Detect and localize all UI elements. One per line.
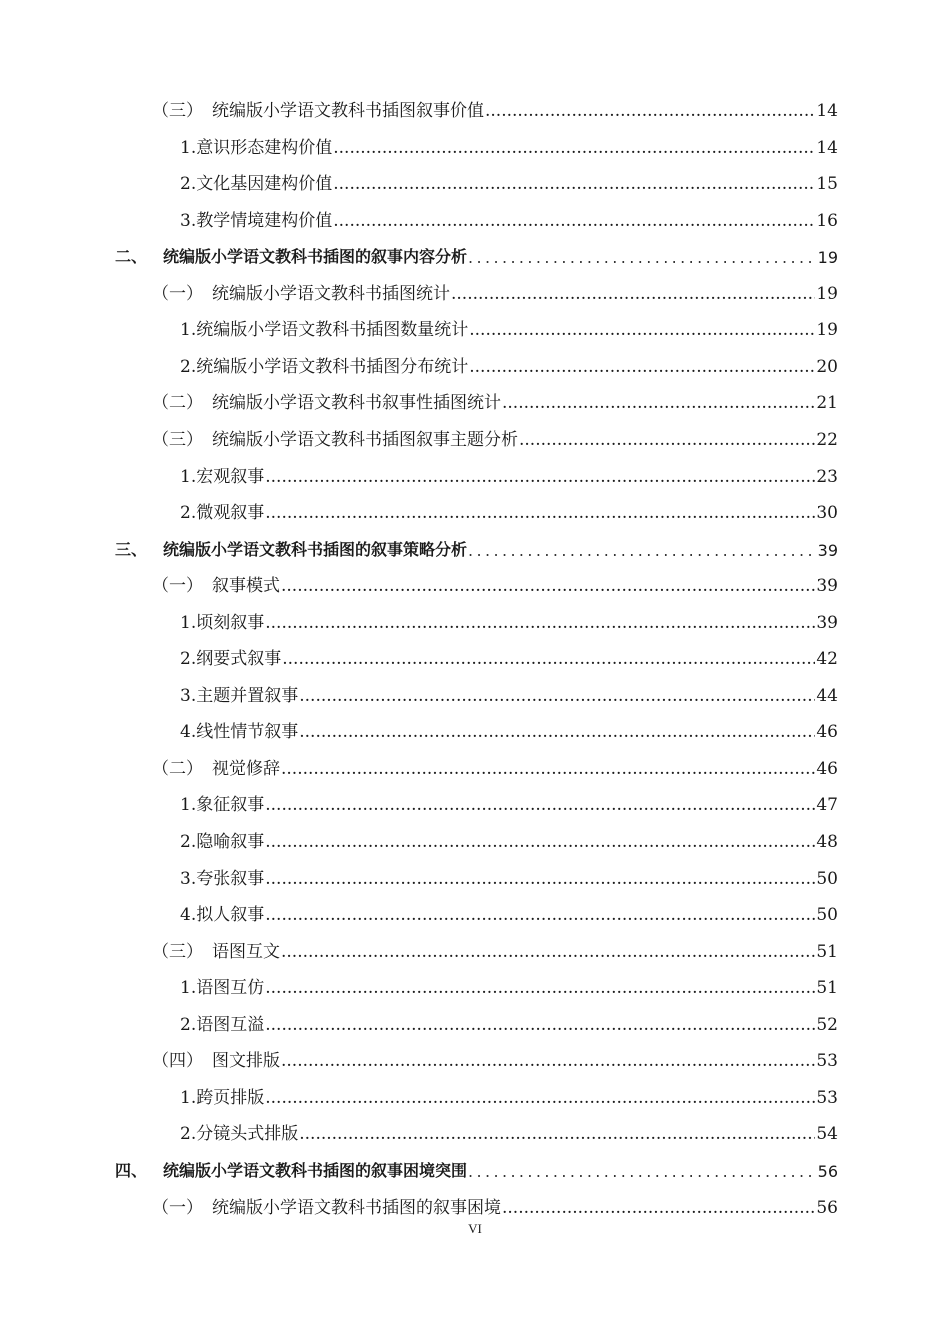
dot-leader [265,869,815,889]
toc-entry-title: 微观叙事 [196,503,265,524]
toc-entry-title: 统编版小学语文教科书插图叙事价值 [212,101,484,121]
toc-entry-text [152,425,518,450]
toc-entry-number: （一） [152,283,203,304]
toc-entry-title: 叙事模式 [212,576,280,597]
toc-page-number: 56 [817,1161,838,1181]
toc-entry-number: （四） [152,1051,203,1072]
toc-entry-title: 语图互溢 [196,1014,265,1035]
toc-entry-number: 4. [180,722,197,743]
toc-entry-number: （二） [152,393,203,414]
toc-entry-level-1[interactable] [115,534,838,560]
toc-entry-level-3[interactable] [180,205,838,231]
toc-page-number: 51 [816,978,838,999]
toc-entry-text [180,790,264,815]
toc-page-number: 16 [816,210,838,231]
toc-entry-title: 隐喻叙事 [196,832,265,852]
toc-entry-number: 1. [180,612,197,633]
toc-entry-text [180,133,332,158]
toc-page-number: 53 [816,1087,838,1108]
toc-entry-level-2[interactable] [152,387,838,413]
toc-entry-title: 顷刻叙事 [196,612,265,633]
toc-page-number: 46 [816,722,838,743]
toc-entry-text [152,754,280,779]
dot-leader [281,942,815,962]
toc-entry-number: 三、 [115,539,148,559]
toc-entry-number: 2. [180,1124,197,1145]
toc-entry-text [152,937,280,962]
dot-leader [281,759,815,779]
toc-entry-number: 二、 [115,247,148,267]
toc-entry-level-3[interactable] [180,461,838,487]
toc-entry-text [180,900,264,925]
dot-leader [468,541,817,560]
toc-entry-level-3[interactable] [180,972,838,998]
toc-page-number: 56 [816,1197,838,1218]
toc-entry-number: 3. [180,685,197,706]
toc-entry-number: 2. [180,832,197,852]
toc-page-number: 19 [816,283,838,304]
toc-entry-text [180,1010,264,1035]
toc-page-number: 22 [816,429,838,450]
toc-entry-level-3[interactable] [180,716,838,742]
toc-entry-title: 主题并置叙事 [196,685,299,706]
toc-entry-level-3[interactable] [180,497,838,523]
toc-entry-title: 意识形态建构价值 [196,137,333,158]
toc-entry-number: （二） [152,758,203,779]
toc-entry-level-3[interactable] [180,607,838,633]
dot-leader [333,211,815,231]
toc-entry-level-2[interactable] [152,1045,838,1071]
toc-entry-number: 3. [180,210,197,231]
toc-page-number: 44 [816,685,838,706]
toc-entry-text [180,498,264,523]
toc-entry-text [180,1119,298,1144]
toc-page-number: 51 [816,941,838,962]
toc-page-number: 30 [816,503,838,524]
dot-leader [333,174,815,194]
toc-entry-title: 统编版小学语文教科书插图分布统计 [196,356,469,377]
toc-entry-title: 统编版小学语文教科书插图的叙事策略分析 [163,539,468,559]
toc-page-number: 20 [816,356,838,377]
toc-entry-text [180,864,264,889]
toc-entry-title: 语图互仿 [196,978,265,999]
toc-entry-text [180,206,332,231]
toc-entry-title: 统编版小学语文教科书叙事性插图统计 [212,393,501,414]
toc-entry-level-3[interactable] [180,899,838,925]
toc-entry-number: 1. [180,466,197,487]
toc-entry-number: 2. [180,503,197,524]
dot-leader [281,1051,815,1071]
toc-entry-number: （三） [152,941,203,962]
dot-leader [282,649,815,669]
dot-leader [265,1015,815,1035]
toc-entry-number: 4. [180,905,197,926]
toc-entry-level-3[interactable] [180,789,838,815]
dot-leader [451,284,815,304]
toc-entry-text [115,537,467,560]
toc-entry-title: 统编版小学语文教科书插图统计 [212,283,450,304]
toc-entry-level-3[interactable] [180,1009,838,1035]
toc-entry-number: 2. [180,649,197,670]
toc-entry-level-1[interactable] [115,1155,838,1181]
toc-entry-text [180,973,264,998]
dot-leader [265,832,815,852]
toc-entry-title: 视觉修辞 [212,758,280,779]
toc-page-number: 14 [816,137,838,158]
toc-entry-title: 纲要式叙事 [196,649,282,670]
toc-entry-number: 1. [180,137,197,158]
toc-page-number: 39 [817,540,838,560]
toc-page-number: 52 [816,1014,838,1035]
toc-entry-level-2[interactable] [152,278,838,304]
toc-page-number: 53 [816,1051,838,1072]
dot-leader [469,357,815,377]
toc-entry-title: 夸张叙事 [196,868,265,889]
dot-leader [265,503,815,523]
toc-page-number: 47 [816,795,838,816]
toc-entry-title: 图文排版 [212,1051,280,1072]
toc-entry-title: 统编版小学语文教科书插图叙事主题分析 [212,429,518,450]
toc-entry-number: 2. [180,174,197,195]
dot-leader [468,248,817,267]
toc-page-number: 15 [816,174,838,195]
toc-entry-level-3[interactable] [180,1082,838,1108]
toc-entry-level-3[interactable] [180,680,838,706]
dot-leader [333,138,815,158]
toc-entry-number: 2. [180,356,197,377]
dot-leader [485,101,815,121]
toc-entry-text [180,827,264,852]
toc-entry-level-2[interactable] [152,95,838,121]
toc-page-number: 39 [816,576,838,597]
toc-entry-number: 1. [180,320,197,341]
dot-leader [265,1088,815,1108]
dot-leader [265,905,815,925]
toc-entry-title: 统编版小学语文教科书插图的叙事内容分析 [163,247,468,267]
toc-page-number: 14 [816,101,838,121]
toc-page-number: 50 [816,905,838,926]
toc-entry-number: （三） [152,101,203,121]
toc-entry-text [152,571,280,596]
toc-entry-text [180,462,264,487]
toc-page-number: 23 [816,466,838,487]
toc-entry-text [180,352,468,377]
toc-entry-level-3[interactable] [180,1118,838,1144]
toc-entry-text [152,388,501,413]
toc-entry-title: 教学情境建构价值 [196,210,333,231]
toc-entry-number: （一） [152,576,203,597]
dot-leader [299,722,815,742]
toc-page-number: 19 [817,248,838,268]
dot-leader [502,393,815,413]
dot-leader [265,613,815,633]
toc-page-number: 21 [816,393,838,414]
toc-entry-title: 分镜头式排版 [196,1124,299,1145]
toc-page-number: 50 [816,868,838,889]
toc-entry-text [180,717,298,742]
page-number-footer: VI [468,1221,482,1236]
dot-leader [519,430,815,450]
toc-page-number: 48 [816,832,838,852]
dot-leader [265,978,815,998]
dot-leader [468,1162,817,1181]
toc-entry-title: 跨页排版 [196,1087,265,1108]
toc-entry-number: （一） [152,1197,203,1218]
toc-entry-title: 统编版小学语文教科书插图的叙事困境 [212,1197,501,1218]
toc-entry-number: 1. [180,978,197,999]
toc-entry-text [115,244,467,267]
toc-entry-text [180,315,468,340]
toc-entry-level-2[interactable] [152,1192,838,1218]
toc-entry-title: 拟人叙事 [196,905,265,926]
toc-entry-level-1[interactable] [115,241,838,267]
dot-leader [299,686,815,706]
toc-entry-level-2[interactable] [152,753,838,779]
dot-leader [299,1124,815,1144]
toc-entry-level-3[interactable] [180,351,838,377]
toc-entry-title: 线性情节叙事 [196,722,299,743]
toc-page-number: 46 [816,758,838,779]
toc-page-number: 42 [816,649,838,670]
toc-entry-number: 3. [180,868,197,889]
dot-leader [469,320,815,340]
toc-entry-level-3[interactable] [180,132,838,158]
toc-entry-title: 文化基因建构价值 [196,174,333,195]
toc-entry-number: 1. [180,795,197,816]
toc-entry-number: 四、 [115,1160,148,1180]
toc-entry-title: 语图互文 [212,941,280,962]
toc-entry-level-2[interactable] [152,424,838,450]
toc-entry-level-3[interactable] [180,643,838,669]
toc-entry-number: （三） [152,429,203,450]
toc-entry-text [180,681,298,706]
toc-entry-level-3[interactable] [180,863,838,889]
dot-leader [502,1198,815,1218]
toc-entry-number: 1. [180,1087,197,1108]
dot-leader [281,576,815,596]
toc-entry-level-3[interactable] [180,314,838,340]
toc-entry-level-3[interactable] [180,168,838,194]
toc-entry-text [180,608,264,633]
toc-entry-text [115,1158,467,1181]
toc-entry-level-3[interactable] [180,826,838,852]
dot-leader [265,467,815,487]
toc-page-number: 39 [816,612,838,633]
toc-entry-title: 统编版小学语文教科书插图数量统计 [196,320,469,341]
toc-entry-text [152,96,484,121]
dot-leader [265,795,815,815]
toc-entry-number: 2. [180,1014,197,1035]
toc-entry-level-2[interactable] [152,570,838,596]
toc-entry-text [180,169,332,194]
toc-entry-text [152,279,450,304]
toc-page-number: 19 [816,320,838,341]
toc-entry-title: 统编版小学语文教科书插图的叙事困境突围 [163,1160,468,1180]
toc-entry-text [180,644,281,669]
toc-entry-text [180,1083,264,1108]
toc-entry-title: 象征叙事 [196,795,265,816]
toc-entry-level-2[interactable] [152,936,838,962]
toc-entry-text [152,1193,501,1218]
toc-page-number: 54 [816,1124,838,1145]
toc-entry-title: 宏观叙事 [196,466,265,487]
toc-entry-text [152,1046,280,1071]
